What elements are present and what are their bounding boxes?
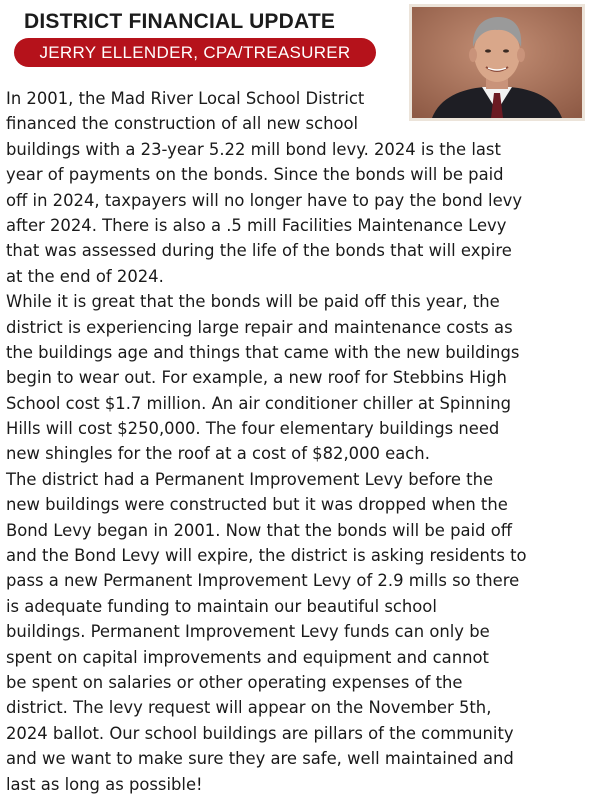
body-text-line: and we want to make sure they are safe, well maintained and [6,749,514,769]
body-text-line: new buildings were constructed but it was dropped when the [6,495,508,515]
body-text-line: financed the construction of all new school [6,114,359,134]
body-text-line: pass a new Permanent Improvement Levy of 2.9 mills so there [6,571,520,591]
body-text-line: and the Bond Levy will expire, the district is asking residents to [6,546,527,566]
body-text-line: Bond Levy began in 2001. Now that the bonds will be paid off [6,520,513,540]
body-text-line: district is experiencing large repair and maintenance costs as [6,317,513,337]
body-text-line: be spent on salaries or other operating expenses of the [6,672,463,692]
body-text-line: While it is great that the bonds will be paid off this year, the [6,292,500,312]
body-text-line: buildings. Permanent Improvement Levy funds can only be [6,622,490,642]
body-text-line: begin to wear out. For example, a new roof for Stebbins High [6,368,507,388]
body-text-line: the buildings age and things that came with the new buildings [6,342,520,362]
body-text-line: new shingles for the roof at a cost of $82,000 each. [6,444,430,464]
body-text-line: spent on capital improvements and equipment and cannot [6,647,489,667]
page-title: DISTRICT FINANCIAL UPDATE [24,10,336,33]
body-text-line: School cost $1.7 million. An air conditioner chiller at Spinning [6,393,511,413]
body-text-line: at the end of 2024. [6,266,164,286]
body-text-line: is adequate funding to maintain our beautiful school [6,596,437,616]
body-text-line: In 2001, the Mad River Local School District [6,89,365,108]
body-text-line: 2024 ballot. Our school buildings are pillars of the community [6,723,514,743]
author-byline-badge: JERRY ELLENDER, CPA/TREASURER [14,38,376,67]
article-body [6,86,527,797]
body-text-line: buildings with a 23-year 5.22 mill bond levy. 2024 is the last [6,139,501,159]
body-text-line: The district had a Permanent Improvement Levy before the [6,469,494,489]
body-text-line: last as long as possible! [6,774,203,794]
body-text-line: district. The levy request will appear on the November 5th, [6,698,492,718]
body-text-line: off in 2024, taxpayers will no longer have to pay the bond levy [6,190,523,210]
body-text-line: that was assessed during the life of the bonds that will expire [6,241,512,261]
body-text-line: after 2024. There is also a .5 mill Facilities Maintenance Levy [6,215,507,235]
body-text-line: year of payments on the bonds. Since the bonds will be paid [6,165,504,185]
body-text-line: Hills will cost $250,000. The four elementary buildings need [6,419,500,439]
